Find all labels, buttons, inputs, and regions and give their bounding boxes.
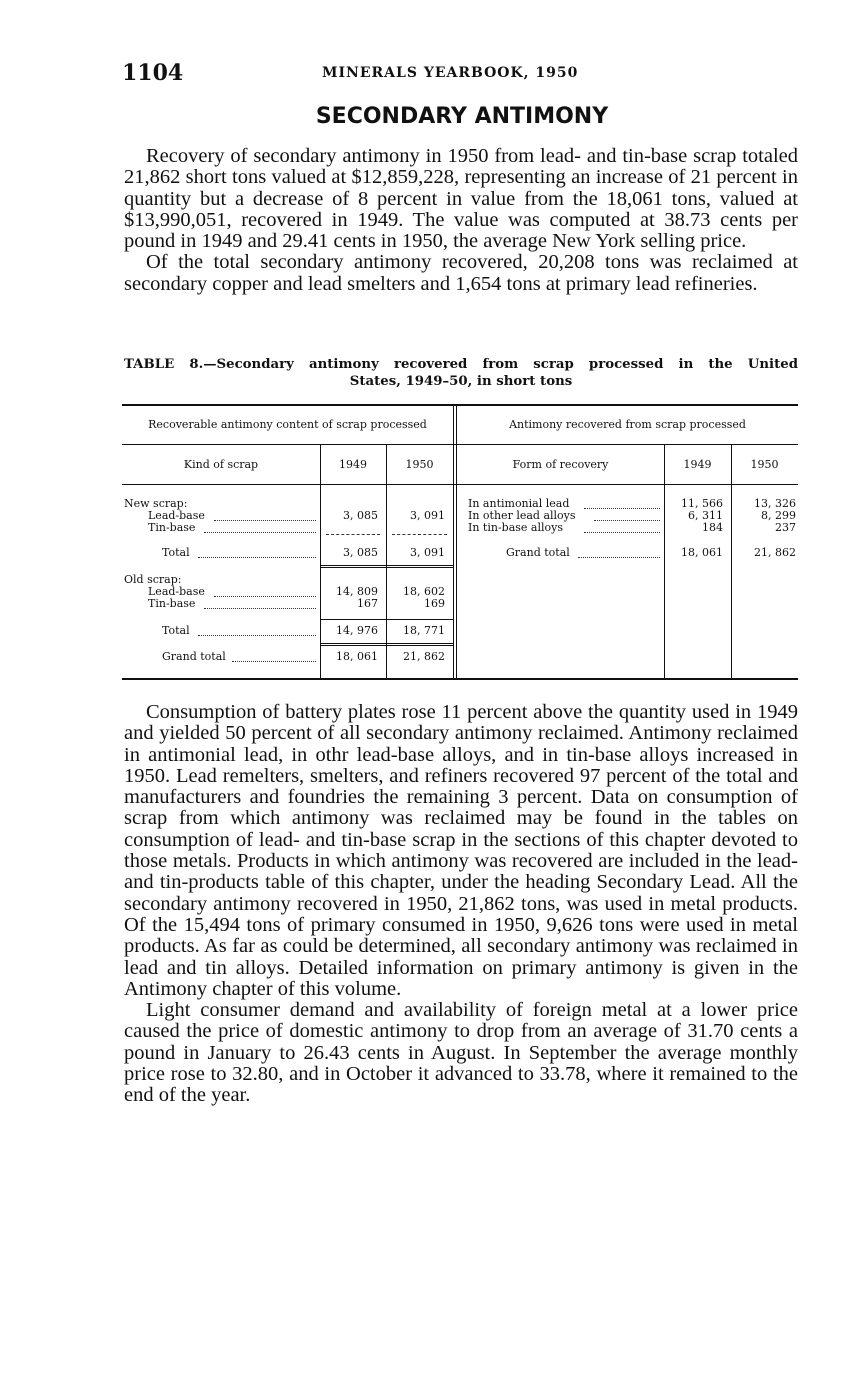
cell-value: 18, 771: [403, 624, 445, 637]
dot-leader: [232, 661, 316, 662]
right-group-header: Antimony recovered from scrap processed: [509, 418, 746, 431]
header-rule: [122, 444, 798, 445]
cell-value: 169: [424, 597, 445, 610]
row-label: Old scrap:: [124, 573, 182, 586]
data-table: [122, 404, 798, 680]
row-label: Total: [162, 624, 190, 637]
intro-text: [124, 146, 798, 295]
row-label: In antimonial lead: [468, 497, 570, 510]
column-rule: [664, 444, 665, 678]
cell-value: 13, 326: [754, 497, 796, 510]
column-header: 1950: [405, 458, 434, 471]
cell-value: 3, 085: [343, 509, 378, 522]
subtotal-rule: [326, 534, 380, 535]
row-label: New scrap:: [124, 497, 188, 510]
dot-leader: [594, 520, 660, 521]
dot-leader: [204, 532, 316, 533]
running-head: [122, 60, 802, 88]
running-title: MINERALS YEARBOOK, 1950: [322, 65, 579, 81]
column-header: 1949: [683, 458, 712, 471]
dot-leader: [584, 508, 660, 509]
column-header: Form of recovery: [512, 458, 609, 471]
row-label: Lead-base: [148, 509, 205, 522]
table-bottom-rule: [122, 678, 798, 680]
row-rule: [321, 619, 453, 620]
row-rule: [321, 567, 453, 568]
dot-leader: [214, 520, 316, 521]
row-label: In tin-base alloys: [468, 521, 563, 534]
cell-value: 18, 061: [681, 546, 723, 559]
table-top-rule: [122, 404, 798, 406]
dot-leader: [198, 635, 316, 636]
cell-value: 14, 976: [336, 624, 378, 637]
header-rule: [122, 484, 798, 485]
row-label: Tin-base: [148, 597, 196, 610]
center-double-rule: [456, 406, 457, 678]
left-group-header: Recoverable antimony content of scrap processed: [148, 418, 427, 431]
cell-value: 21, 862: [403, 650, 445, 663]
column-rule: [731, 444, 732, 678]
section-title: SECONDARY ANTIMONY: [315, 104, 609, 129]
cell-value: 14, 809: [336, 585, 378, 598]
table-caption: [124, 356, 798, 390]
center-double-rule: [453, 406, 454, 678]
cell-value: 167: [357, 597, 378, 610]
cell-value: 237: [775, 521, 796, 534]
subtotal-rule: [392, 534, 447, 535]
row-label: Grand total: [506, 546, 570, 559]
cell-value: 184: [702, 521, 723, 534]
table-caption-line: TABLE 8.—Secondary antimony recovered from scrap processed in the United: [124, 357, 798, 372]
column-header: Kind of scrap: [183, 458, 259, 471]
table-caption-line: States, 1949–50, in short tons: [349, 374, 573, 389]
page-number: 1104: [122, 60, 184, 86]
dot-leader: [584, 532, 660, 533]
paragraph: Consumption of battery plates rose 11 percent above the quantity used in 1949 and yielded 50 percent of all secondary antimony reclaimed. Antimony reclaimed in antimonial lead, in othr lead-base alloys, and in tin-base alloys increased in 1950. Lead remelters, smelters, and refiners recovered 97 percent of the total and manufacturers and foundries the remaining 3 percent. Data on consumption of scrap from which antimony was reclaimed may be found in the tables on consumption of lead- and tin-base scrap in the sections of this chapter devoted to those metals. Products in which antimony was recovered are included in the lead- and tin-products table of this chapter, under the heading Secondary Lead. All the secondary antimony recovered in 1950, 21,862 tons, was used in metal products. Of the 15,494 tons of primary consumed in 1950, 9,626 tons were used in metal products. As far as could be determined, all secondary antimony was reclaimed in lead and tin alloys. Detailed information on primary antimony is given in the Antimony chapter of this volume.: [124, 701, 798, 1000]
cell-value: 3, 085: [343, 546, 378, 559]
paragraph: Recovery of secondary antimony in 1950 from lead- and tin-base scrap totaled 21,862 short tons valued at $12,859,228, representing an increase of 21 percent in quantity but a decrease of 8 percent in value from the 18,061 tons, valued at $13,990,051, recovered in 1949. The value was computed at 38.73 cents per pound in 1949 and 29.41 cents in 1950, the average New York selling price.: [124, 145, 798, 253]
cell-value: 21, 862: [754, 546, 796, 559]
paragraph: Of the total secondary antimony recovered, 20,208 tons was reclaimed at secondary copper and lead smelters and 1,654 tons at primary lead refineries.: [124, 251, 798, 295]
paragraph: Light consumer demand and availability of foreign metal at a lower price caused the price of domestic antimony to drop from an average of 31.70 cents a pound in January to 26.43 cents in August. In September the average monthly price rose to 32.80, and in October it advanced to 33.78, where it remained to the end of the year.: [124, 999, 798, 1107]
body-text: [124, 702, 798, 1107]
cell-value: 8, 299: [761, 509, 796, 522]
dot-leader: [204, 608, 316, 609]
row-rule: [321, 565, 453, 566]
row-rule: [321, 645, 453, 646]
row-label: Lead-base: [148, 585, 205, 598]
dot-leader: [198, 557, 316, 558]
row-label: Tin-base: [148, 521, 196, 534]
dot-leader: [578, 557, 660, 558]
row-rule: [321, 643, 453, 644]
row-label: Grand total: [162, 650, 226, 663]
row-label: Total: [162, 546, 190, 559]
cell-value: 3, 091: [410, 546, 445, 559]
row-label: In other lead alloys: [468, 509, 576, 522]
column-header: 1949: [339, 458, 367, 471]
cell-value: 11, 566: [681, 497, 723, 510]
column-header: 1950: [750, 458, 779, 471]
cell-value: 3, 091: [410, 509, 445, 522]
dot-leader: [214, 596, 316, 597]
cell-value: 18, 061: [336, 650, 378, 663]
cell-value: 6, 311: [688, 509, 723, 522]
cell-value: 18, 602: [403, 585, 445, 598]
